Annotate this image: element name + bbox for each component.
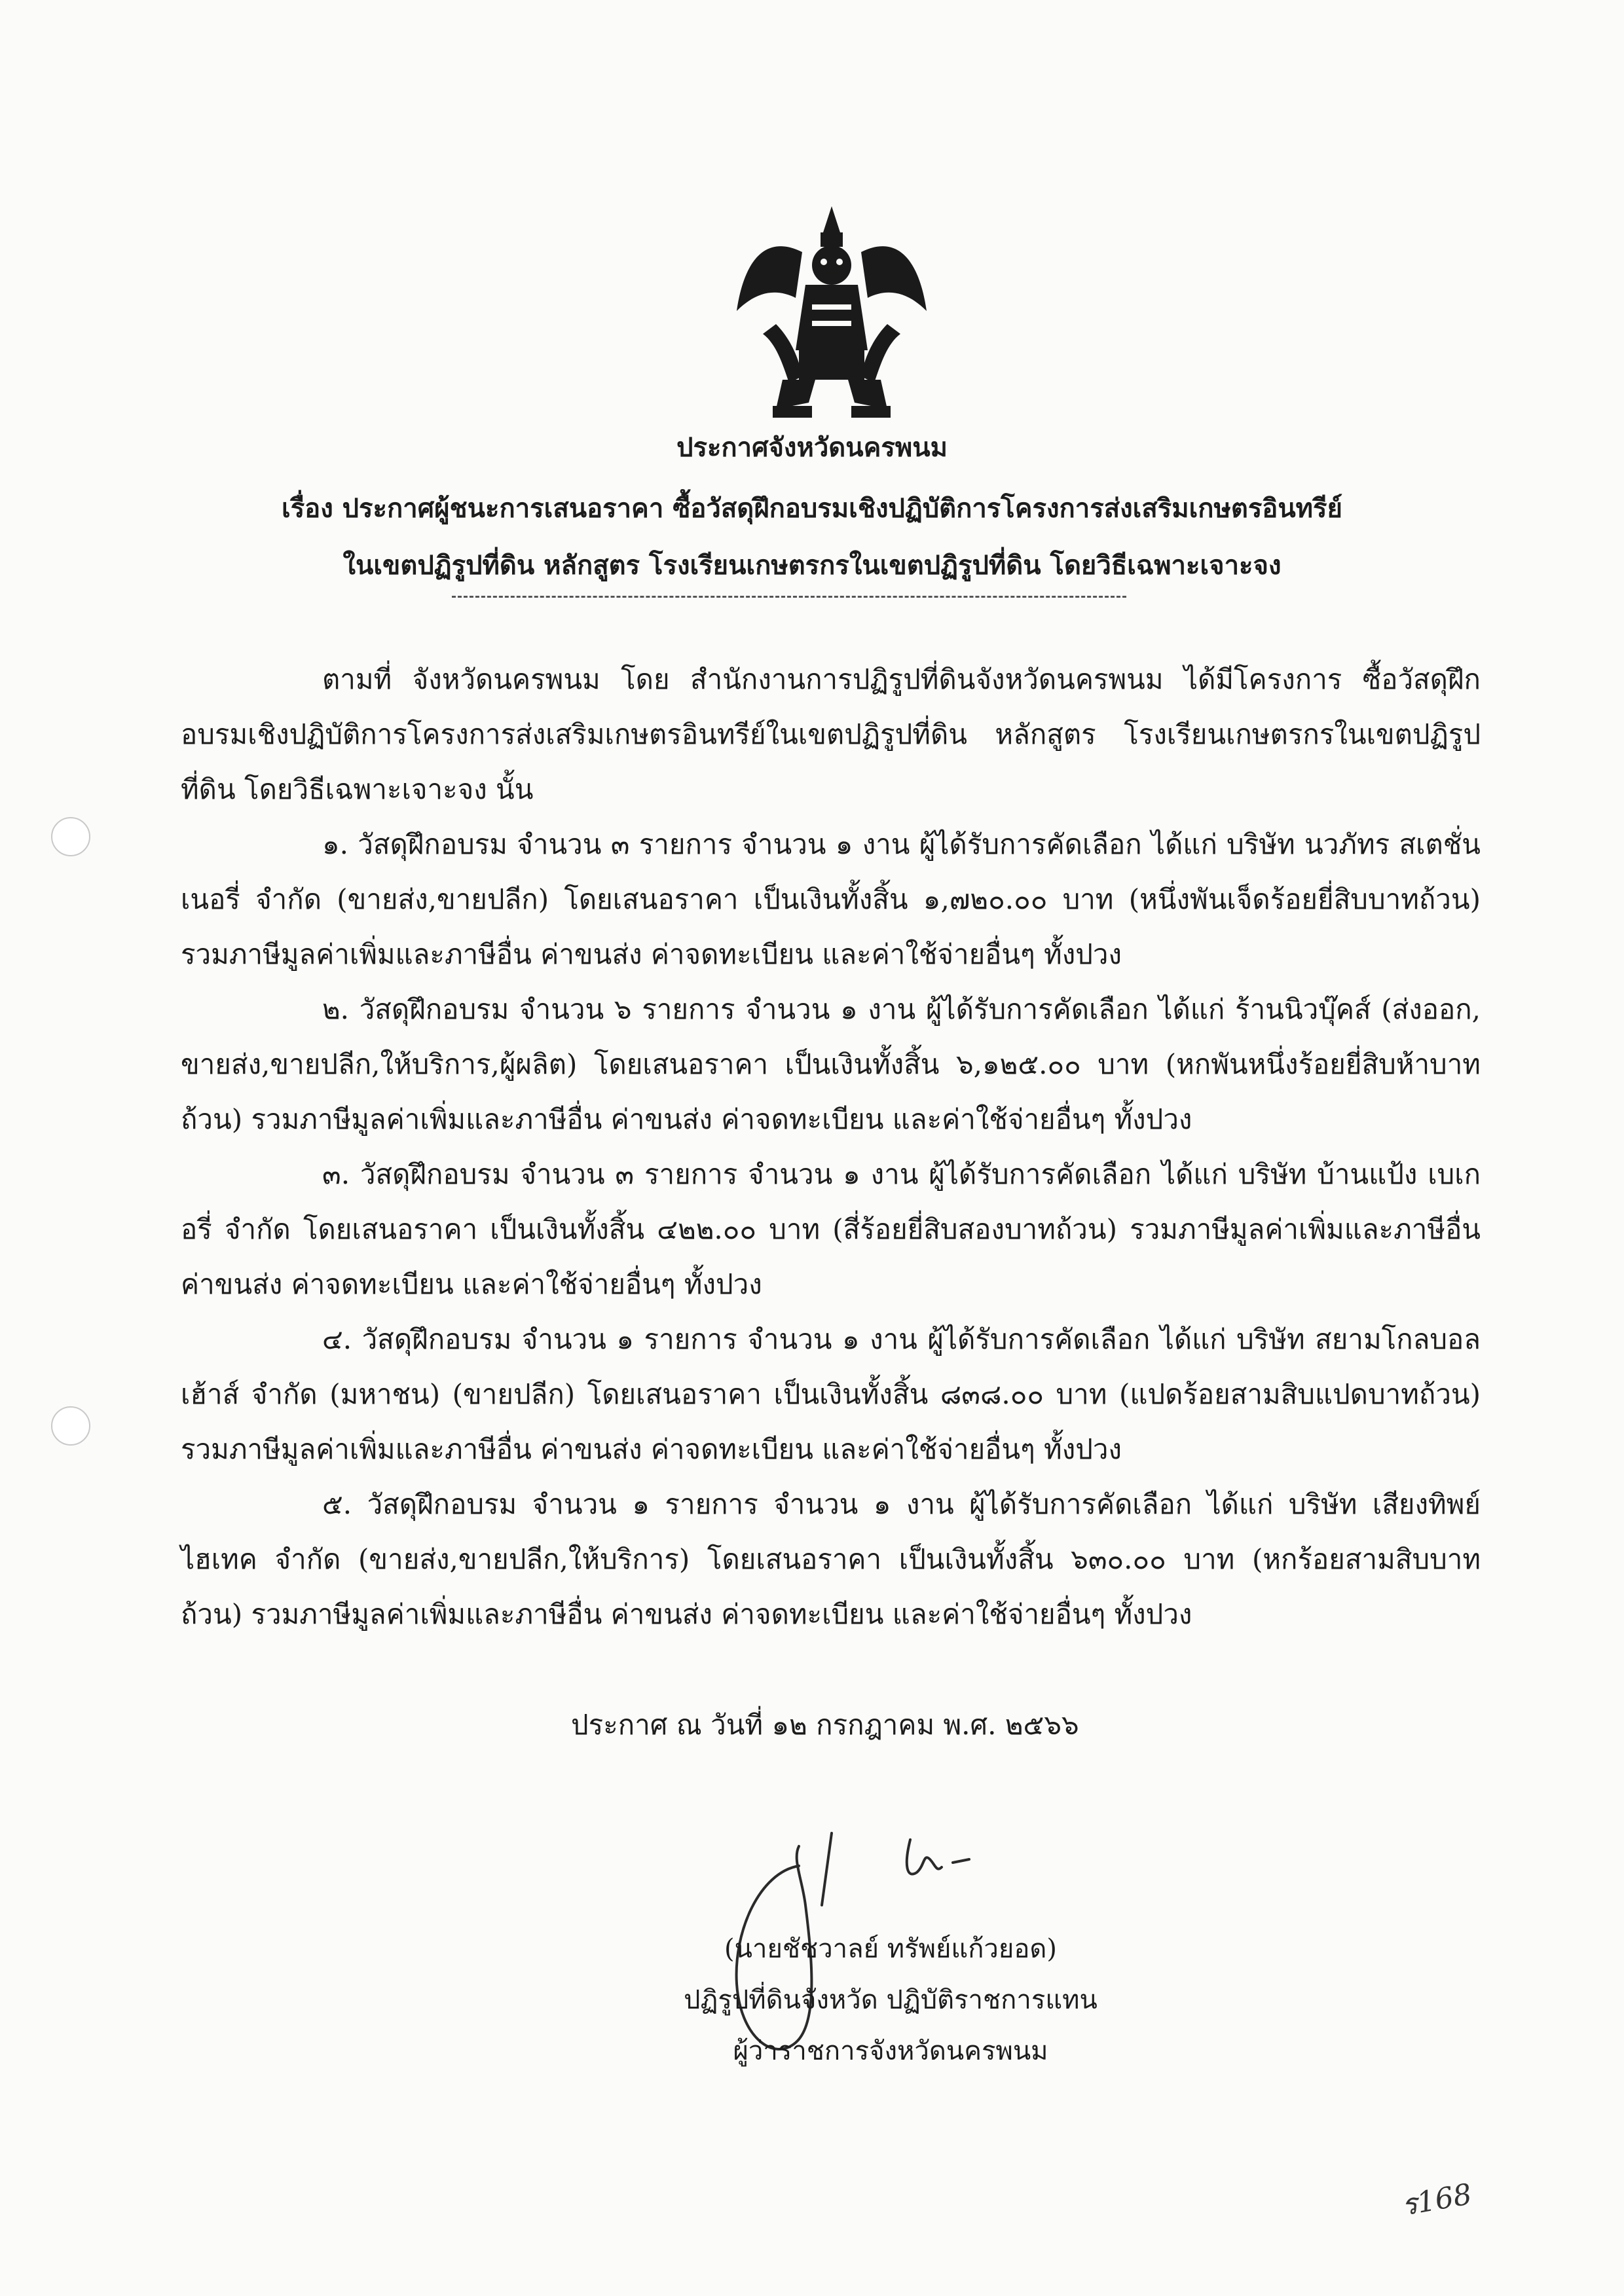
subject-line-1: เรื่อง ประกาศผู้ชนะการเสนอราคา ซื้อวัสดุฝึกอบรมเชิงปฏิบัติการโครงการส่งเสริมเกษตรอินทรีย์	[282, 493, 1342, 524]
award-item-2: ๒. วัสดุฝึกอบรม จำนวน ๖ รายการ จำนวน ๑ งาน ผู้ได้รับการคัดเลือก ได้แก่ ร้านนิวบุ๊คส์ (ส่งออก, ขายส่ง,ขายปลีก,ให้บริการ,ผู้ผลิต) โดยเสนอราคา เป็นเงินทั้งสิ้น ๖,๑๒๕.๐๐ บาท (หกพันหนึ่งร้อยยี่สิบห้าบาทถ้วน) รวมภาษีมูลค่าเพิ่มและภาษีอื่น ค่าขนส่ง ค่าจดทะเบียน และค่าใช้จ่ายอื่นๆ ทั้งปวง	[181, 993, 1481, 1135]
signatory-position-2: ผู้ว่าราชการจังหวัดนครพนม	[733, 2036, 1048, 2066]
signatory-name: (นายชัชวาลย์ ทรัพย์แก้วยอด)	[724, 1934, 1057, 1964]
punch-hole-top	[51, 817, 90, 856]
punch-hole-bottom	[51, 1406, 90, 1446]
intro-paragraph: ตามที่ จังหวัดนครพนม โดย สำนักงานการปฏิรูปที่ดินจังหวัดนครพนม ได้มีโครงการ ซื้อวัสดุฝึกอบรมเชิงปฏิบัติการโครงการส่งเสริมเกษตรอินทรีย์ในเขตปฏิรูปที่ดิน หลักสูตร โรงเรียนเกษตรกรในเขตปฏิรูปที่ดิน โดยวิธีเฉพาะเจาะจง นั้น	[181, 663, 1481, 805]
handwritten-page-mark: ร168	[1399, 2178, 1475, 2223]
divider-line	[452, 596, 1126, 598]
announcement-date: ประกาศ ณ วันที่ ๑๒ กรกฎาคม พ.ศ. ๒๕๖๖	[571, 1709, 1079, 1741]
garuda-emblem-icon	[737, 206, 927, 429]
award-item-3: ๓. วัสดุฝึกอบรม จำนวน ๓ รายการ จำนวน ๑ งาน ผู้ได้รับการคัดเลือก ได้แก่ บริษัท บ้านแป้ง เบเกอรี่ จำกัด โดยเสนอราคา เป็นเงินทั้งสิ้น ๔๒๒.๐๐ บาท (สี่ร้อยยี่สิบสองบาทถ้วน) รวมภาษีมูลค่าเพิ่มและภาษีอื่น ค่าขนส่ง ค่าจดทะเบียน และค่าใช้จ่ายอื่นๆ ทั้งปวง	[181, 1158, 1481, 1300]
award-item-5: ๕. วัสดุฝึกอบรม จำนวน ๑ รายการ จำนวน ๑ งาน ผู้ได้รับการคัดเลือก ได้แก่ บริษัท เสียงทิพย์ไฮเทค จำกัด (ขายส่ง,ขายปลีก,ให้บริการ) โดยเสนอราคา เป็นเงินทั้งสิ้น ๖๓๐.๐๐ บาท (หกร้อยสามสิบบาทถ้วน) รวมภาษีมูลค่าเพิ่มและภาษีอื่น ค่าขนส่ง ค่าจดทะเบียน และค่าใช้จ่ายอื่นๆ ทั้งปวง	[181, 1488, 1481, 1630]
award-item-1: ๑. วัสดุฝึกอบรม จำนวน ๓ รายการ จำนวน ๑ งาน ผู้ได้รับการคัดเลือก ได้แก่ บริษัท นวภัทร สเตชั่นเนอรี่ จำกัด (ขายส่ง,ขายปลีก) โดยเสนอราคา เป็นเงินทั้งสิ้น ๑,๗๒๐.๐๐ บาท (หนึ่งพันเจ็ดร้อยยี่สิบบาทถ้วน) รวมภาษีมูลค่าเพิ่มและภาษีอื่น ค่าขนส่ง ค่าจดทะเบียน และค่าใช้จ่ายอื่นๆ ทั้งปวง	[181, 828, 1481, 970]
signature-block	[629, 1923, 1153, 2077]
document-title: ประกาศจังหวัดนครพนม	[676, 432, 948, 463]
body-text	[181, 652, 1481, 1642]
subject-line-2: ในเขตปฏิรูปที่ดิน หลักสูตร โรงเรียนเกษตรกรในเขตปฏิรูปที่ดิน โดยวิธีเฉพาะเจาะจง	[342, 550, 1282, 581]
signatory-position-1: ปฏิรูปที่ดินจังหวัด ปฏิบัติราชการแทน	[684, 1985, 1098, 2015]
award-item-4: ๔. วัสดุฝึกอบรม จำนวน ๑ รายการ จำนวน ๑ งาน ผู้ได้รับการคัดเลือก ได้แก่ บริษัท สยามโกลบอลเฮ้าส์ จำกัด (มหาชน) (ขายปลีก) โดยเสนอราคา เป็นเงินทั้งสิ้น ๘๓๘.๐๐ บาท (แปดร้อยสามสิบแปดบาทถ้วน) รวมภาษีมูลค่าเพิ่มและภาษีอื่น ค่าขนส่ง ค่าจดทะเบียน และค่าใช้จ่ายอื่นๆ ทั้งปวง	[181, 1323, 1481, 1465]
